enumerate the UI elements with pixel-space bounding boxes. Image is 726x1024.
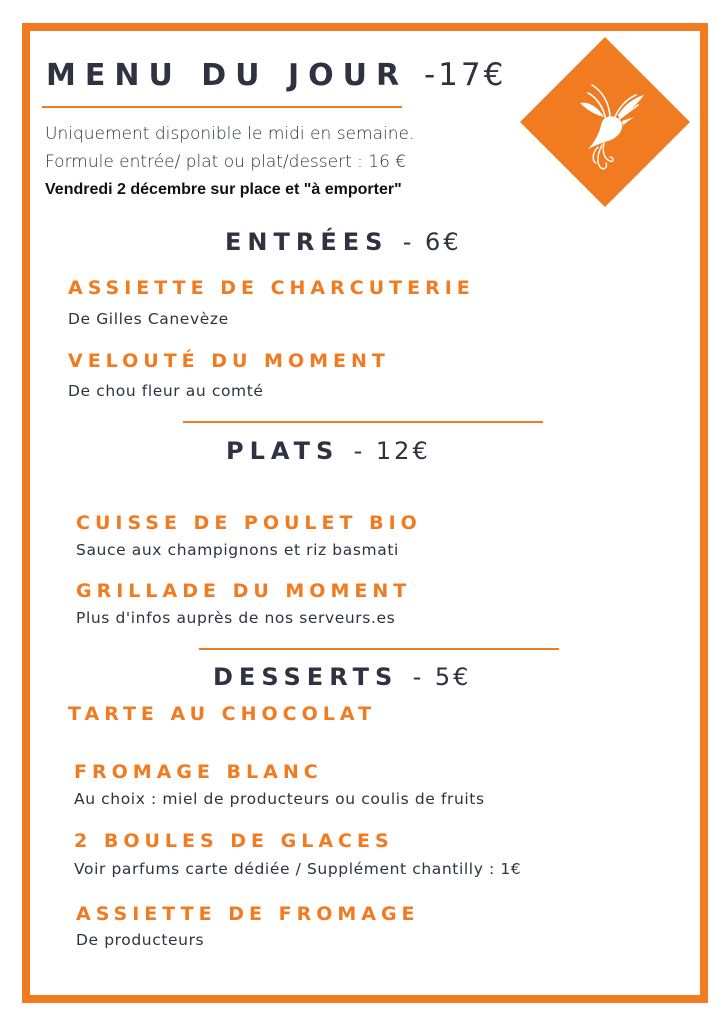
logo <box>518 35 693 210</box>
hummingbird-icon <box>518 35 693 210</box>
dish-grillade-moment: GRILLADE DU MOMENT <box>76 580 412 602</box>
divider-plats-desserts <box>199 648 559 650</box>
dish-boules-glaces-description: Voir parfums carte dédiée / Supplément chantilly : 1€ <box>74 860 522 878</box>
title-underline <box>42 106 402 108</box>
section-desserts-title: DESSERTS <box>213 663 399 691</box>
page-title: MENU DU JOUR <box>46 58 409 93</box>
section-entrees-price: - 6€ <box>402 228 462 256</box>
dish-grillade-moment-description: Plus d'infos auprès de nos serveurs.es <box>76 609 396 627</box>
dish-assiette-fromage: ASSIETTE DE FROMAGE <box>76 903 420 925</box>
section-entrees-title: ENTRÉES <box>225 228 389 256</box>
dish-boules-glaces: 2 BOULES DE GLACES <box>74 830 394 852</box>
intro-line-formula: Formule entrée/ plat ou plat/dessert : 16 € <box>45 152 407 172</box>
dish-assiette-charcuterie-description: De Gilles Canevèze <box>68 310 229 328</box>
divider-entrees-plats <box>183 421 543 423</box>
section-plats-heading <box>226 437 431 465</box>
section-desserts-heading <box>213 663 471 691</box>
dish-veloute-moment-description: De chou fleur au comté <box>68 382 264 400</box>
intro-line-availability: Uniquement disponible le midi en semaine. <box>45 124 415 144</box>
dish-assiette-charcuterie: ASSIETTE DE CHARCUTERIE <box>68 277 475 299</box>
dish-fromage-blanc-description: Au choix : miel de producteurs ou coulis de fruits <box>74 790 485 808</box>
dish-cuisse-poulet: CUISSE DE POULET BIO <box>76 512 422 534</box>
intro-line-special-date: Vendredi 2 décembre sur place et "à emporter" <box>45 181 402 198</box>
section-plats-title: PLATS <box>226 437 340 465</box>
dish-cuisse-poulet-description: Sauce aux champignons et riz basmati <box>76 541 399 559</box>
menu-price: -17€ <box>424 57 507 93</box>
section-entrees-heading <box>225 228 462 256</box>
dish-tarte-chocolat: TARTE AU CHOCOLAT <box>68 703 377 725</box>
dish-fromage-blanc: FROMAGE BLANC <box>74 761 323 783</box>
section-desserts-price: - 5€ <box>412 663 472 691</box>
section-plats-price: - 12€ <box>353 437 431 465</box>
dish-veloute-moment: VELOUTÉ DU MOMENT <box>68 350 390 372</box>
dish-assiette-fromage-description: De producteurs <box>76 931 205 949</box>
